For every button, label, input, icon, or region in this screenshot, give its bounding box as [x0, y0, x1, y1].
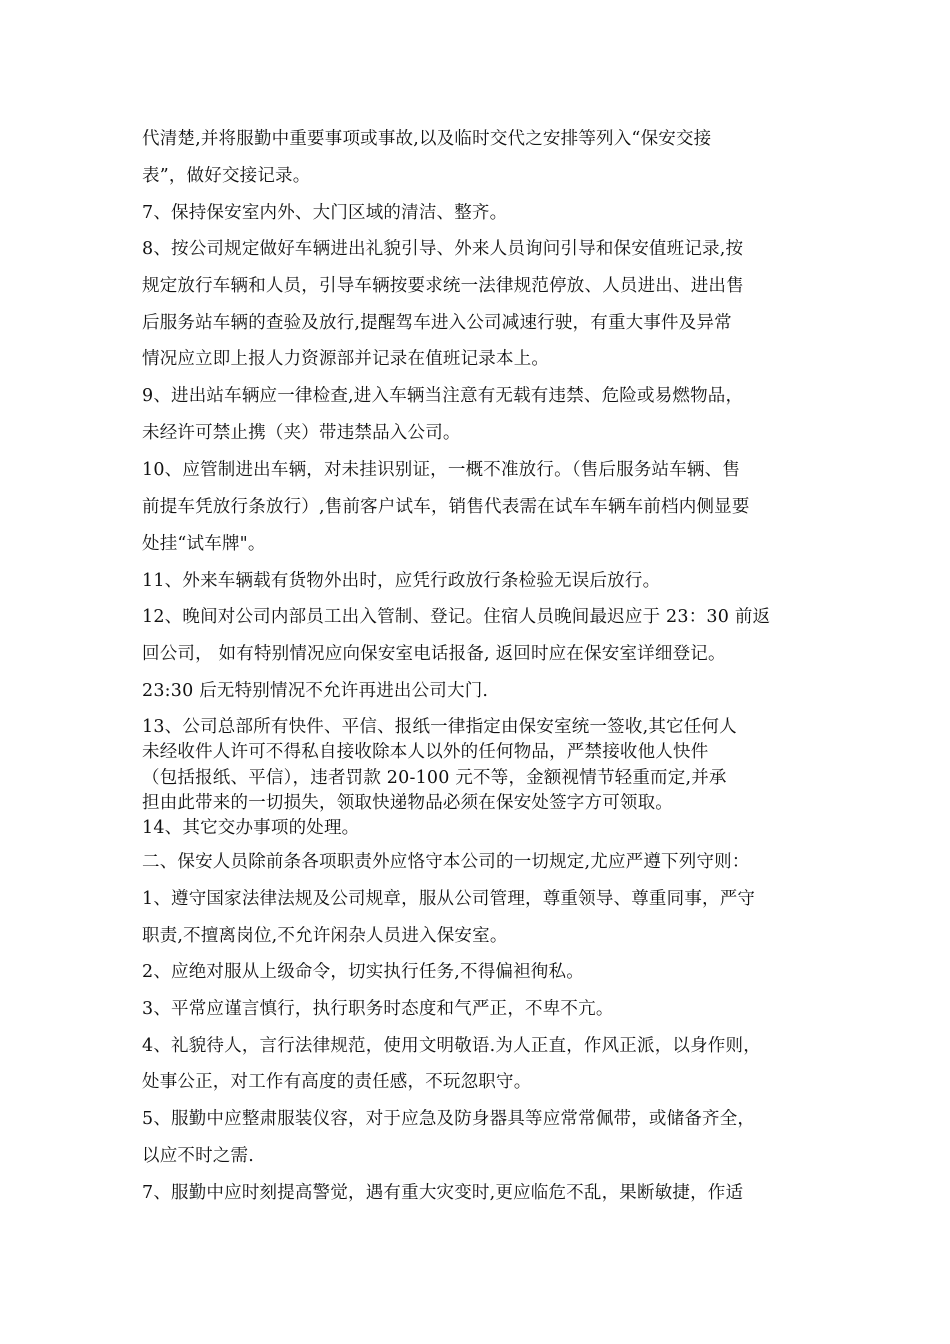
- text-line: 担由此带来的一切损失，领取快递物品必须在保安处签字方可领取。: [142, 793, 673, 813]
- text-line: 10、应管制进出车辆，对未挂识别证，一概不准放行。（售后服务站车辆、售: [142, 460, 741, 480]
- text-line: 未经许可禁止携（夹）带违禁品入公司。: [142, 423, 461, 443]
- text-line: 2、应绝对服从上级命令，切实执行任务,不得偏袒徇私。: [142, 962, 584, 982]
- text-line: 8、按公司规定做好车辆进出礼貌引导、外来人员询问引导和保安值班记录,按: [142, 239, 744, 259]
- text-line: 1、遵守国家法律法规及公司规章，服从公司管理，尊重领导、尊重同事，严守: [142, 889, 756, 909]
- text-line: 13、公司总部所有快件、平信、报纸一律指定由保安室统一签收,其它任何人: [142, 717, 737, 737]
- text-line: 14、其它交办事项的处理。: [142, 818, 360, 838]
- text-line: 二、保安人员除前条各项职责外应恪守本公司的一切规定,尤应严遵下列守则：: [142, 852, 750, 872]
- text-line: 处挂“试车牌"。: [142, 534, 266, 554]
- text-line: 未经收件人许可不得私自接收除本人以外的任何物品，严禁接收他人快件: [142, 742, 709, 762]
- text-line: 前提车凭放行条放行）,售前客户试车，销售代表需在试车车辆车前档内侧显要: [142, 497, 750, 517]
- text-line: 4、礼貌待人，言行法律规范，使用文明敬语.为人正直，作风正派，以身作则，: [142, 1036, 761, 1056]
- text-line: 规定放行车辆和人员，引导车辆按要求统一法律规范停放、人员进出、进出售: [142, 276, 744, 296]
- text-line: 7、保持保安室内外、大门区域的清洁、整齐。: [142, 203, 508, 223]
- text-line: （包括报纸、平信），违者罚款 20-100 元不等，金额视情节轻重而定,并承: [142, 768, 727, 788]
- text-line: 后服务站车辆的查验及放行,提醒驾车进入公司减速行驶，有重大事件及异常: [142, 313, 732, 333]
- text-line: 代清楚,并将服勤中重要事项或事故,以及临时交代之安排等列入“保安交接: [142, 129, 712, 149]
- text-line: 9、进出站车辆应一律检查,进入车辆当注意有无载有违禁、危险或易燃物品，: [142, 386, 744, 406]
- text-line: 回公司， 如有特别情况应向保安室电话报备, 返回时应在保安室详细登记。: [142, 644, 726, 664]
- text-line: 12、晚间对公司内部员工出入管制、登记。住宿人员晚间最迟应于 23：30 前返: [142, 607, 771, 627]
- text-line: 7、服勤中应时刻提高警觉，遇有重大灾变时,更应临危不乱，果断敏捷，作适: [142, 1183, 744, 1203]
- text-line: 3、平常应谨言慎行，执行职务时态度和气严正，不卑不亢。: [142, 999, 614, 1019]
- text-line: 处事公正，对工作有高度的责任感，不玩忽职守。: [142, 1072, 532, 1092]
- text-line: 情况应立即上报人力资源部并记录在值班记录本上。: [142, 349, 550, 369]
- text-line: 11、外来车辆载有货物外出时，应凭行政放行条检验无误后放行。: [142, 571, 661, 591]
- text-line: 表”，做好交接记录。: [142, 166, 311, 186]
- text-line: 5、服勤中应整肃服装仪容，对于应急及防身器具等应常常佩带，或储备齐全，: [142, 1109, 756, 1129]
- text-line: 以应不时之需.: [142, 1146, 254, 1166]
- text-line: 23:30 后无特别情况不允许再进出公司大门.: [142, 681, 489, 701]
- text-line: 职责,不擅离岗位,不允许闲杂人员进入保安室。: [142, 926, 508, 946]
